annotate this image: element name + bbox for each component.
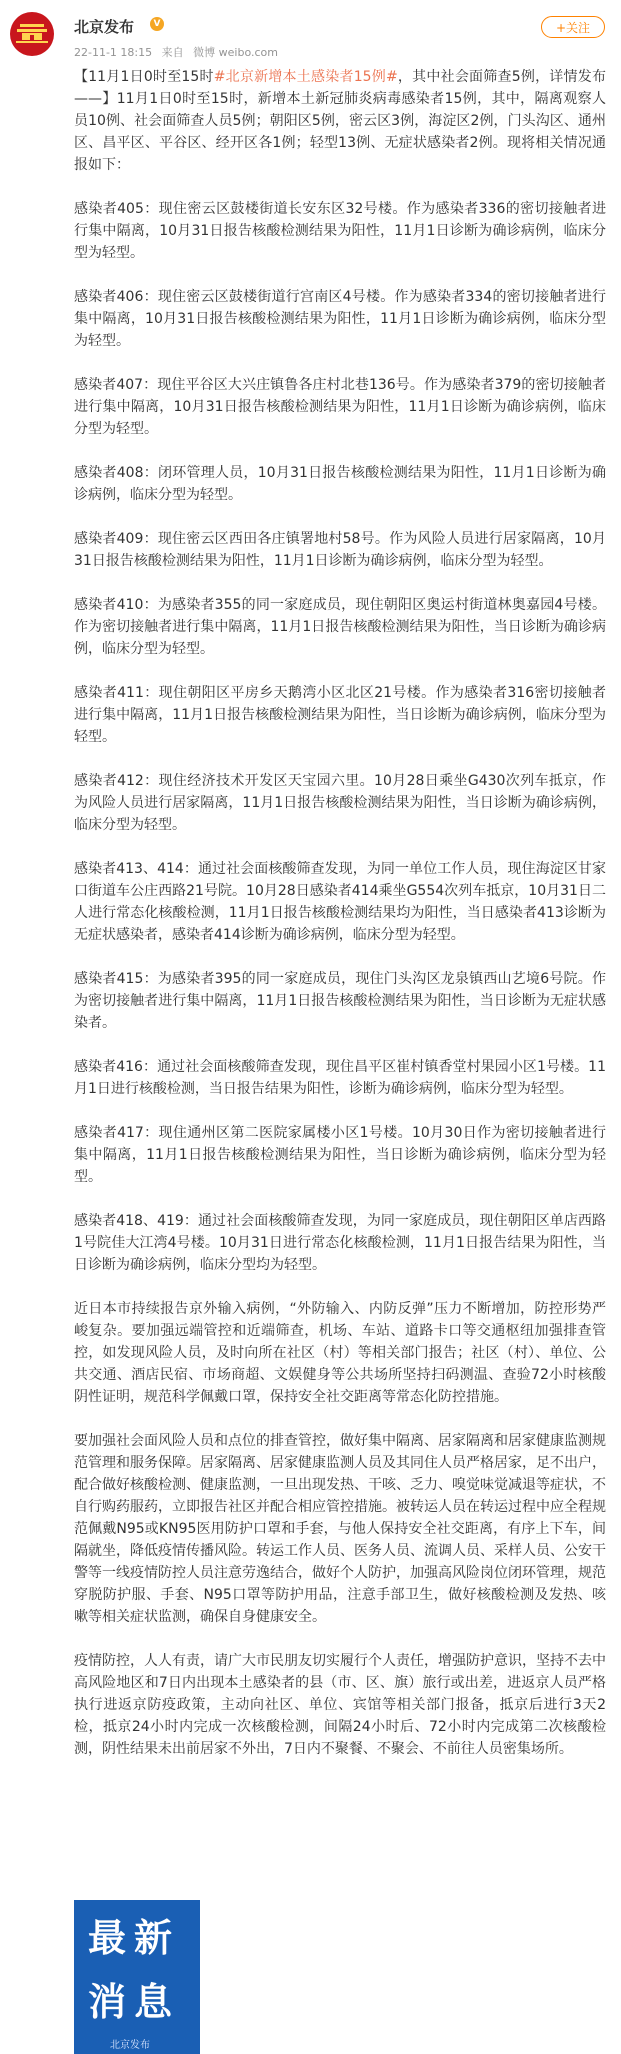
case-paragraph: 感染者412：现住经济技术开发区天宝园六里。10月28日乘坐G430次列车抵京，作为风险人员进行居家隔离，11月1日报告核酸检测结果为阳性，当日诊断为确诊病例，临床分型为轻型。	[74, 773, 606, 833]
poster-line-2: 消息	[88, 1980, 181, 2024]
case-paragraph: 感染者417：现住通州区第二医院家属楼小区1号楼。10月30日作为密切接触者进行集中隔离，11月1日报告核酸检测结果为阳性，当日诊断为确诊病例，临床分型为轻型。	[74, 1125, 606, 1185]
closing-paragraph: 疫情防控，人人有责，请广大市民朋友切实履行个人责任，增强防护意识，坚持不去中高风险地区和7日内出现本土感染者的县（市、区、旗）旅行或出差，进返京人员严格执行进返京防疫政策，主动向社区、单位、宾馆等相关部门报备，抵京后进行3天2检，抵京24小时内完成一次核酸检测，间隔24小时后、72小时内完成第二次核酸检测，阴性结果未出前居家不外出，7日内不聚餐、不聚会、不前往人员密集场所。	[74, 1653, 606, 1757]
topic-hashtag-link[interactable]: #北京新增本土感染者15例#	[213, 69, 398, 85]
account-name[interactable]: 北京发布	[74, 18, 135, 36]
post-meta	[74, 44, 284, 60]
case-paragraph: 感染者406：现住密云区鼓楼街道行宫南区4号楼。作为感染者334的密切接触者进行集中隔离，10月31日报告核酸检测结果为阳性，11月1日诊断为确诊病例，临床分型为轻型。	[74, 289, 606, 349]
case-paragraph: 感染者416：通过社会面核酸筛查发现，现住昌平区崔村镇香堂村果园小区1号楼。11月1日进行核酸检测，当日报告结果为阳性，诊断为确诊病例，临床分型为轻型。	[74, 1059, 606, 1097]
case-paragraph: 感染者407：现住平谷区大兴庄镇鲁各庄村北巷136号。作为感染者379的密切接触者进行集中隔离，10月31日报告核酸检测结果为阳性，11月1日诊断为确诊病例，临床分型为轻型。	[74, 377, 606, 437]
intro-prefix: 【11月1日0时至15时	[74, 69, 214, 85]
post-header	[0, 0, 621, 64]
intro-text: ，其中社会面筛查5例，详情发布——】11月1日0时至15时，新增本土新冠肺炎病毒感染者15例，其中，隔离观察人员10例、社会面筛查人员5例；朝阳区5例，密云区3例，海淀区2例，门头沟区、通州区、昌平区、平谷区、经开区各1例；轻型13例、无症状感染者2例。现将相关情况通报如下：	[74, 69, 606, 173]
case-paragraph: 感染者413、414：通过社会面核酸筛查发现，为同一单位工作人员，现住海淀区甘家口街道车公庄西路21号院。10月28日感染者414乘坐G554次列车抵京，10月31日二人进行常态化核酸检测，11月1日报告核酸检测结果均为阳性，当日感染者413诊断为无症状感染者，感染者414诊断为确诊病例，临床分型为轻型。	[74, 861, 606, 943]
closing-paragraph: 近日本市持续报告京外输入病例，“外防输入、内防反弹”压力不断增加，防控形势严峻复杂。要加强远端管控和近端筛查，机场、车站、道路卡口等交通枢纽加强排查管控，如发现风险人员，及时向所在社区（村）等相关部门报告；社区（村）、单位、公共交通、酒店民宿、市场商超、文娱健身等公共场所坚持扫码测温、查验72小时核酸阴性证明，规范科学佩戴口罩，保持安全社交距离等常态化防控措施。	[74, 1301, 606, 1405]
latest-news-poster-image[interactable]	[74, 1900, 200, 2054]
verified-badge-icon: V	[150, 17, 164, 31]
tiananmen-logo-icon	[10, 12, 54, 56]
post-source[interactable]: 微博 weibo.com	[193, 46, 278, 59]
follow-button[interactable]: +关注	[541, 16, 605, 38]
case-paragraph: 感染者405：现住密云区鼓楼街道长安东区32号楼。作为感染者336的密切接触者进行集中隔离，10月31日报告核酸检测结果为阳性，11月1日诊断为确诊病例，临床分型为轻型。	[74, 201, 606, 261]
case-paragraph: 感染者415：为感染者395的同一家庭成员，现住门头沟区龙泉镇西山艺境6号院。作为密切接触者进行集中隔离，11月1日报告核酸检测结果为阳性，当日诊断为无症状感染者。	[74, 971, 606, 1031]
poster-brand: 北京发布	[110, 2040, 150, 2051]
source-prefix: 来自	[161, 46, 184, 59]
post-body	[74, 66, 606, 1782]
case-paragraph: 感染者411：现住朝阳区平房乡天鹅湾小区北区21号楼。作为感染者316密切接触者进行集中隔离，11月1日报告核酸检测结果为阳性，当日诊断为确诊病例，临床分型为轻型。	[74, 685, 606, 745]
post-time[interactable]: 22-11-1 18:15	[74, 46, 153, 59]
post-intro	[74, 66, 606, 176]
case-paragraph: 感染者410：为感染者355的同一家庭成员，现住朝阳区奥运村街道林奥嘉园4号楼。作为密切接触者进行集中隔离，11月1日报告核酸检测结果为阳性，当日诊断为确诊病例，临床分型为轻型。	[74, 597, 606, 657]
case-paragraph: 感染者408：闭环管理人员，10月31日报告核酸检测结果为阳性，11月1日诊断为确诊病例，临床分型为轻型。	[74, 465, 606, 503]
closing-paragraph: 要加强社会面风险人员和点位的排查管控，做好集中隔离、居家隔离和居家健康监测规范管理和服务保障。居家隔离、居家健康监测人员及其同住人员严格居家，足不出户，配合做好核酸检测、健康监测，一旦出现发热、干咳、乏力、嗅觉味觉减退等症状，不自行购药服药，立即报告社区并配合相应管控措施。被转运人员在转运过程中应全程规范佩戴N95或KN95医用防护口罩和手套，与他人保持安全社交距离，有序上下车，间隔就坐，降低疫情传播风险。转运工作人员、医务人员、流调人员、采样人员、公安干警等一线疫情防控人员注意劳逸结合，做好个人防护，加强高风险岗位闭环管理，规范穿脱防护服、手套、N95口罩等防护用品，注意手部卫生，做好核酸检测及发热、咳嗽等相关症状监测，确保自身健康安全。	[74, 1433, 606, 1625]
avatar[interactable]	[10, 12, 54, 56]
case-paragraph: 感染者418、419：通过社会面核酸筛查发现，为同一家庭成员，现住朝阳区单店西路1号院佳大江湾4号楼。10月31日进行常态化核酸检测，11月1日报告结果为阳性，当日诊断为确诊病例，临床分型均为轻型。	[74, 1213, 606, 1273]
poster-line-1: 最新	[88, 1916, 181, 1960]
case-paragraph: 感染者409：现住密云区西田各庄镇署地村58号。作为风险人员进行居家隔离，10月31日报告核酸检测结果为阳性，11月1日诊断为确诊病例，临床分型为轻型。	[74, 531, 606, 569]
